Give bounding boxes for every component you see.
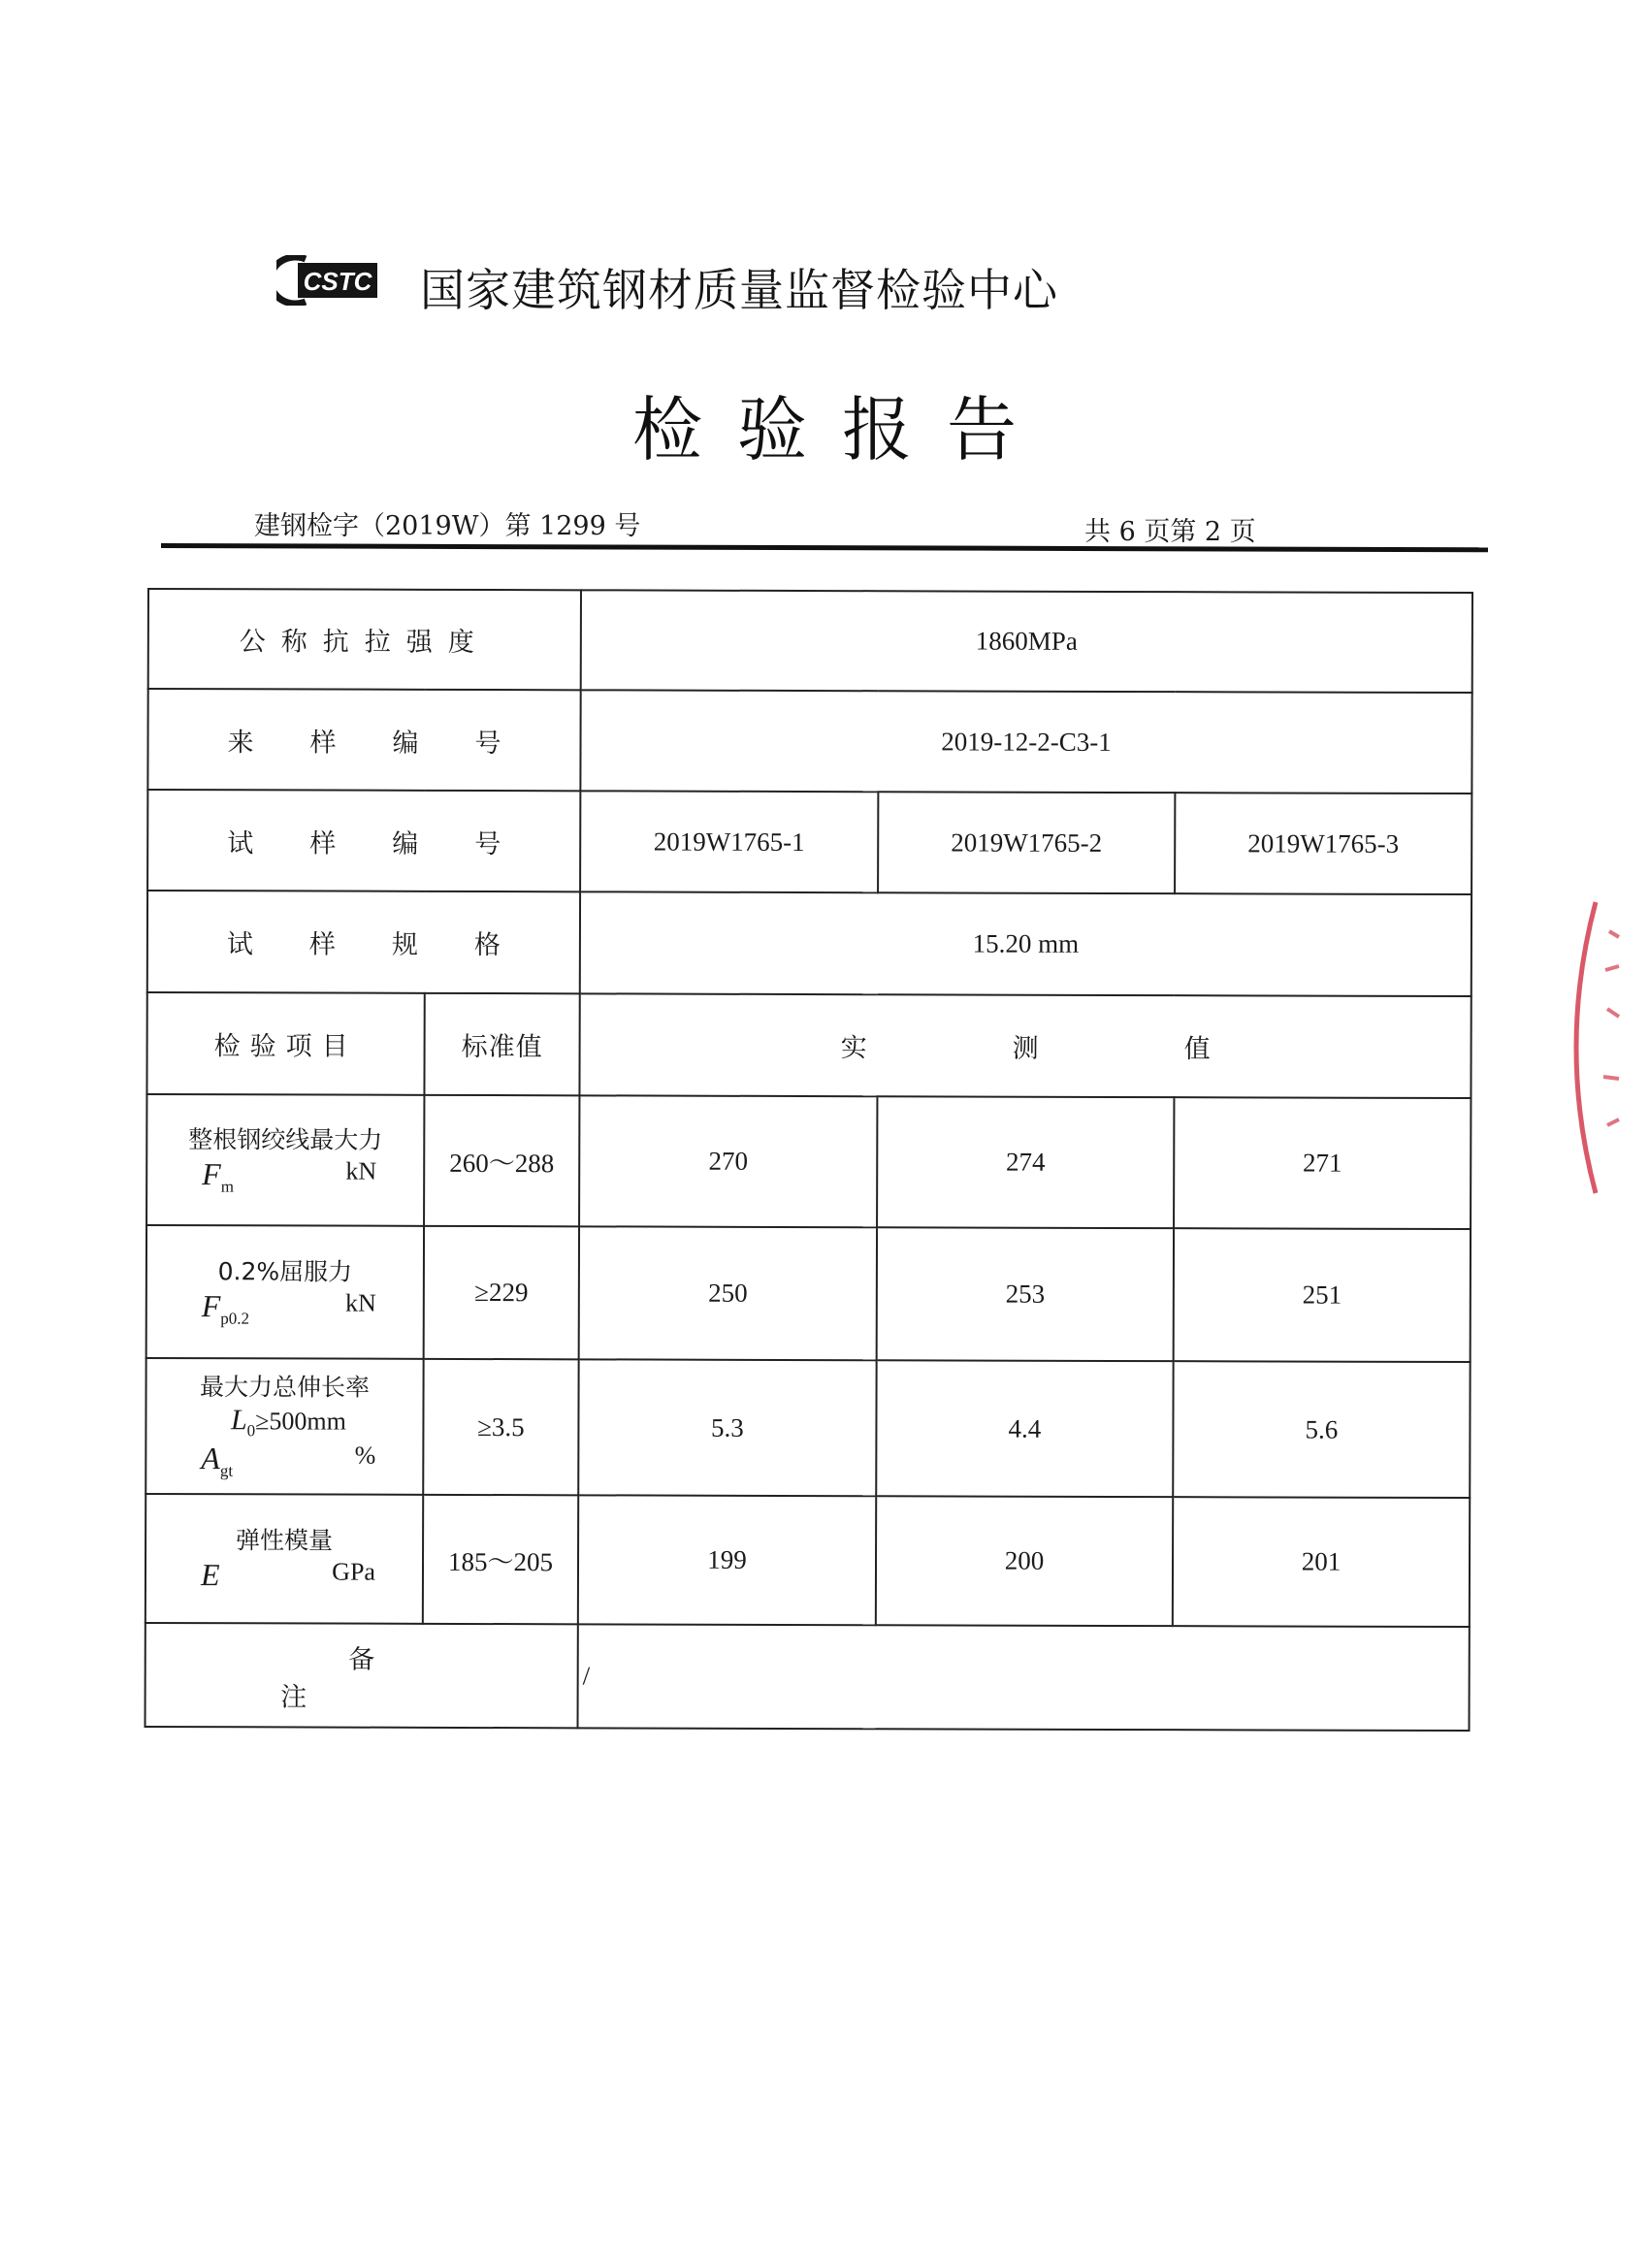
- measured-value: 250: [579, 1226, 877, 1360]
- standard-value: 185～205: [423, 1495, 578, 1624]
- tensile-strength-label: 公称抗拉强度: [239, 627, 490, 659]
- cstc-logo: [276, 255, 377, 306]
- incoming-sample-value: 2019-12-2-C3-1: [580, 690, 1471, 794]
- test-unit: GPa: [332, 1557, 376, 1586]
- tensile-strength-value: 1860MPa: [581, 590, 1472, 693]
- test-item-cell: [146, 1494, 423, 1624]
- results-table: [145, 588, 1473, 1732]
- sample-number-3: 2019W1765-3: [1175, 793, 1471, 894]
- incoming-sample-label: 来样编号: [227, 727, 558, 759]
- table-row: [146, 1494, 1470, 1627]
- measured-value: 4.4: [876, 1360, 1173, 1497]
- sample-number-2: 2019W1765-2: [878, 792, 1175, 893]
- table-row: [146, 1094, 1471, 1229]
- test-item-cell: [146, 1094, 424, 1226]
- table-row: [148, 589, 1472, 693]
- standard-header-label: 标准值: [461, 1031, 543, 1063]
- test-unit: kN: [344, 1288, 376, 1317]
- header-rule: [161, 543, 1488, 552]
- test-symbol-line: [146, 1557, 422, 1594]
- table-row: [147, 790, 1471, 894]
- test-symbol-line: [147, 1288, 423, 1329]
- document-number: 建钢检字（2019W）第 1299 号: [254, 511, 641, 541]
- remarks-value: /: [578, 1624, 1470, 1731]
- sample-number-1: 2019W1765-1: [580, 791, 878, 892]
- test-condition: $L_0\ge 500mm$: [230, 1404, 346, 1441]
- remarks-label-cell: [146, 1623, 578, 1728]
- report-title: 检验报告: [631, 389, 1051, 470]
- measured-value: 201: [1173, 1497, 1470, 1627]
- test-symbol: $A_{gt}$: [201, 1441, 234, 1480]
- test-name: 最大力总伸长率: [199, 1373, 371, 1403]
- measured-value: 199: [578, 1495, 876, 1625]
- item-header: [146, 992, 424, 1095]
- table-row: [147, 689, 1471, 794]
- standard-value: ≥3.5: [423, 1359, 578, 1495]
- test-condition-line: [146, 1404, 422, 1442]
- official-seal-stamp: [1567, 892, 1649, 1203]
- standard-value: 260～288: [424, 1095, 579, 1226]
- test-item-cell: [146, 1358, 423, 1495]
- measured-value: 271: [1174, 1097, 1471, 1229]
- svg-text:CSTC: CSTC: [303, 267, 372, 296]
- measured-value: 200: [876, 1496, 1173, 1626]
- test-symbol: E: [200, 1557, 220, 1593]
- row-label: [148, 589, 581, 690]
- standard-header: [424, 993, 579, 1095]
- row-label: [147, 689, 580, 791]
- sample-spec-value: 15.20 mm: [580, 891, 1471, 996]
- measured-value: 5.6: [1173, 1361, 1470, 1498]
- test-item-cell: [146, 1225, 424, 1359]
- standard-value: ≥229: [424, 1226, 579, 1359]
- test-symbol-line: [147, 1156, 423, 1197]
- table-row: [146, 1225, 1471, 1362]
- test-name: 弹性模量: [236, 1526, 334, 1555]
- test-symbol: $F_{p0.2}$: [201, 1287, 250, 1328]
- test-name: 整根钢绞线最大力: [188, 1125, 383, 1154]
- table-row: [146, 1623, 1470, 1731]
- measured-header: [579, 993, 1471, 1098]
- measured-value: 251: [1174, 1228, 1471, 1362]
- test-name: 0.2%屈服力: [217, 1257, 353, 1286]
- test-symbol-line: [146, 1441, 422, 1481]
- measured-value: 253: [877, 1227, 1174, 1361]
- table-row: [146, 992, 1471, 1098]
- remarks-label: 备注: [280, 1644, 511, 1713]
- org-name: 国家建筑钢材质量监督检验中心: [420, 264, 1058, 316]
- page-count: 共 6 页第 2 页: [1084, 517, 1256, 547]
- sample-number-label: 试样编号: [227, 827, 558, 859]
- measured-header-label: 实测值: [840, 1033, 1356, 1065]
- row-label: [147, 790, 580, 891]
- item-header-label: 检验项目: [213, 1031, 358, 1062]
- test-unit: %: [354, 1441, 376, 1470]
- measured-value: 5.3: [578, 1359, 876, 1496]
- test-unit: kN: [345, 1156, 377, 1185]
- table-row: [147, 891, 1471, 996]
- row-label: [147, 891, 580, 993]
- test-symbol: $F_m$: [202, 1155, 234, 1196]
- org-header: [276, 247, 1149, 325]
- results-table-wrapper: [145, 588, 1471, 1732]
- measured-value: 274: [877, 1096, 1174, 1228]
- sample-spec-label: 试样规格: [226, 929, 557, 961]
- measured-value: 270: [579, 1095, 877, 1227]
- table-row: [146, 1358, 1470, 1498]
